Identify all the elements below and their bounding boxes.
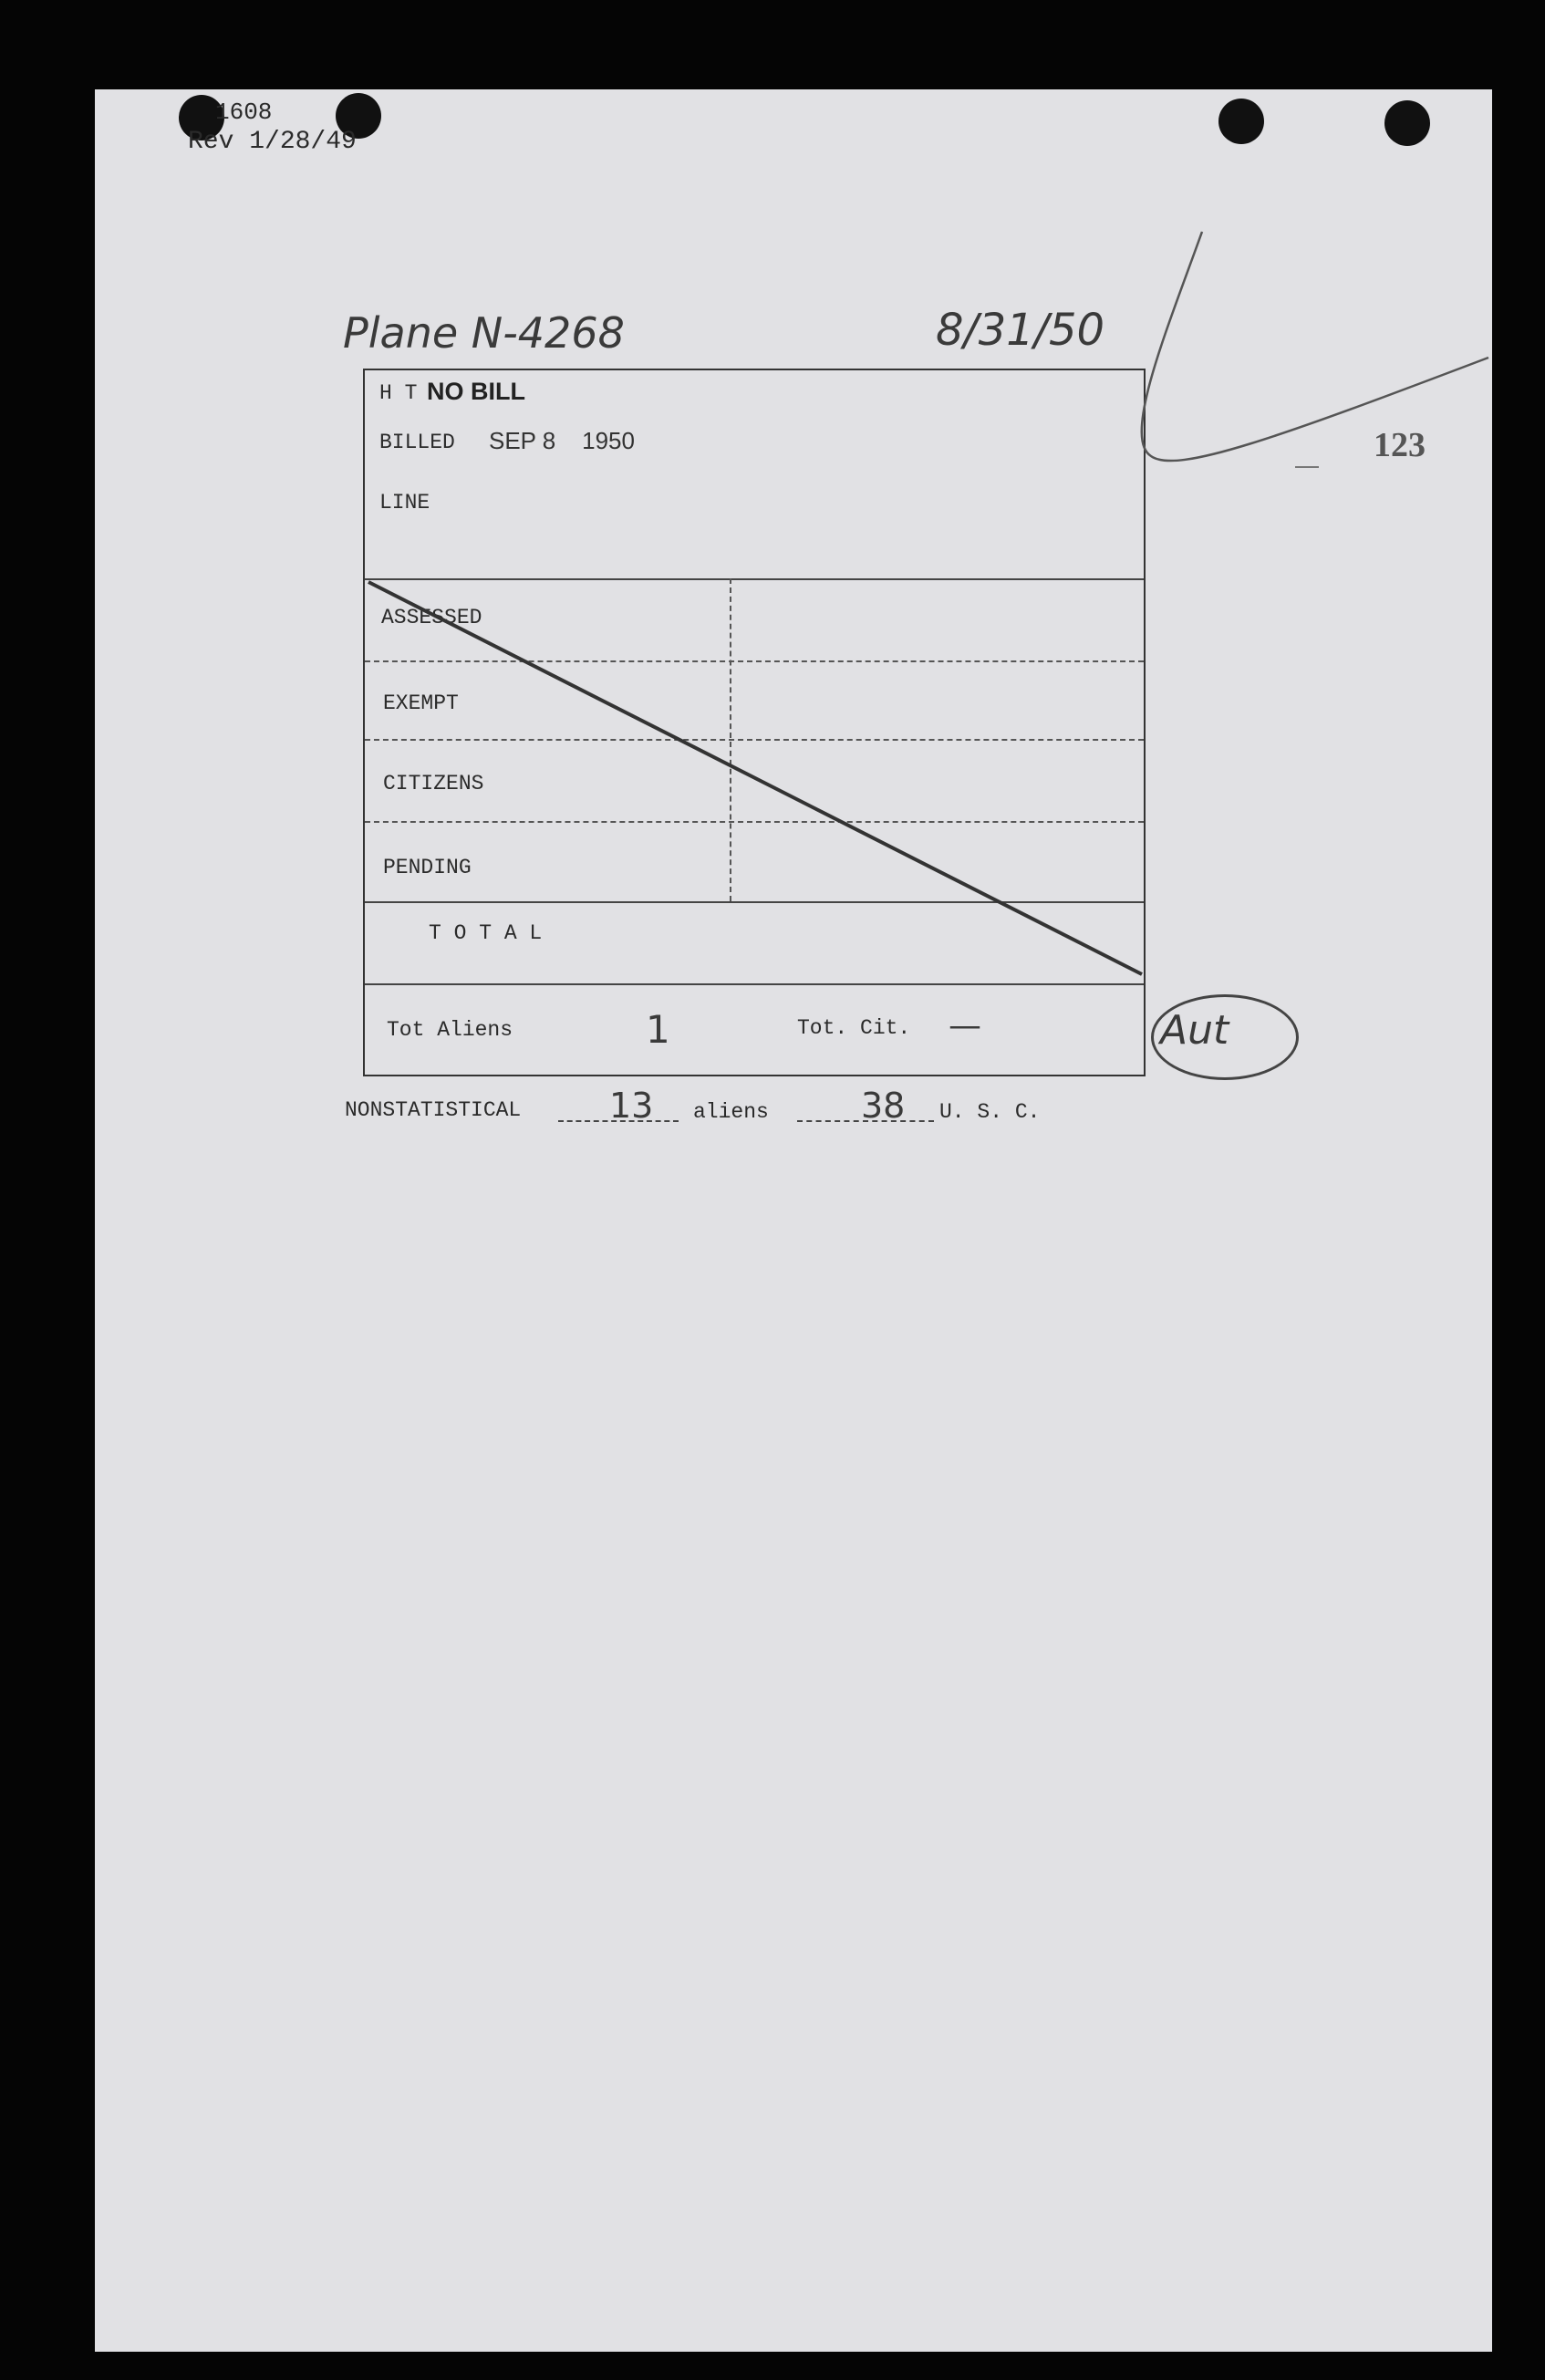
total-label: T O T A L bbox=[429, 921, 543, 945]
cancellation-diagonal bbox=[368, 582, 1142, 974]
aliens-label: aliens bbox=[693, 1100, 769, 1124]
tot-aliens-label: Tot Aliens bbox=[387, 1018, 513, 1042]
margin-curve bbox=[1142, 232, 1488, 461]
vessel-name: Plane N-4268 bbox=[343, 308, 625, 358]
row-citizens: CITIZENS bbox=[383, 772, 484, 795]
initials: Aut bbox=[1160, 1007, 1229, 1054]
revision-date: Rev 1/28/49 bbox=[188, 128, 357, 156]
arrival-date: 8/31/50 bbox=[936, 305, 1105, 356]
usc-label: U. S. C. bbox=[939, 1100, 1041, 1124]
nonstat-usc-value: 38 bbox=[861, 1086, 906, 1126]
row-exempt: EXEMPT bbox=[383, 691, 459, 715]
tot-aliens-value: 1 bbox=[646, 1007, 670, 1052]
no-bill-stamp: NO BILL bbox=[427, 378, 525, 405]
tot-cit-value: — bbox=[949, 1007, 981, 1044]
nonstat-aliens-value: 13 bbox=[609, 1086, 654, 1126]
h-label: H T bbox=[379, 381, 418, 405]
row-assessed: ASSESSED bbox=[381, 606, 482, 629]
form-number: 1608 bbox=[215, 99, 273, 126]
tot-cit-label: Tot. Cit. bbox=[797, 1016, 911, 1040]
nonstatistical-label: NONSTATISTICAL bbox=[345, 1098, 522, 1122]
page-number: 123 bbox=[1374, 426, 1426, 464]
line-label: LINE bbox=[379, 491, 430, 514]
billed-date-stamp: SEP 8 1950 bbox=[489, 427, 635, 454]
billed-label: BILLED bbox=[379, 431, 455, 454]
row-pending: PENDING bbox=[383, 856, 472, 879]
